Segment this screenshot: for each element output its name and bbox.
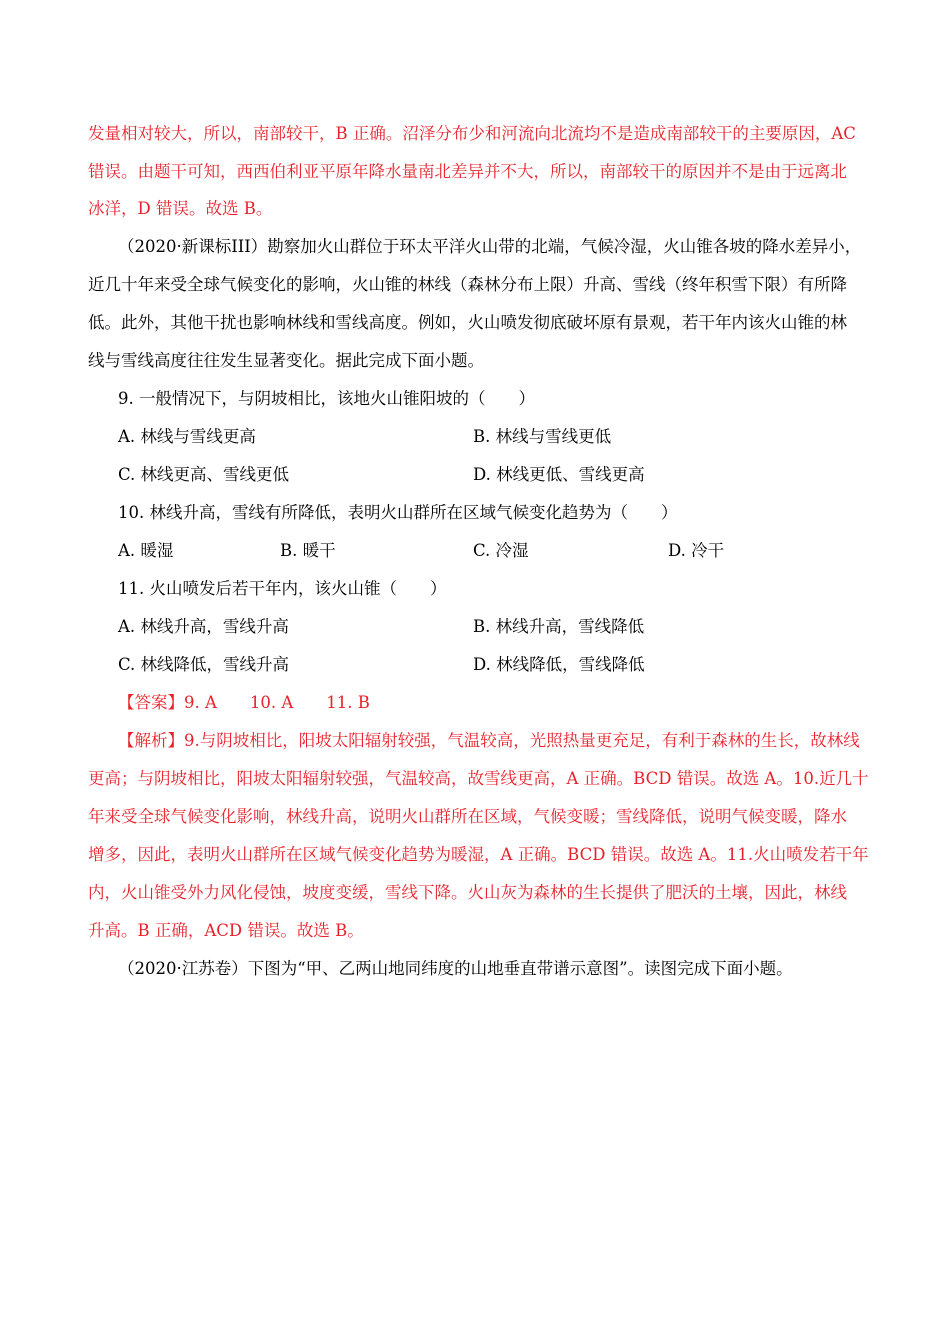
question-11-stem: 11. 火山喷发后若干年内，该火山锥（ ） bbox=[118, 579, 447, 598]
analysis-line: 年来受全球气候变化影响，林线升高，说明火山群所在区域，气候变暖；雪线降低，说明气候变暖，降水 bbox=[88, 807, 847, 826]
analysis-line: 升高。B 正确，ACD 错误。故选 B。 bbox=[88, 921, 364, 940]
question-11-option-a: A. 林线升高，雪线升高 bbox=[118, 617, 289, 636]
question-10-option-b: B. 暖干 bbox=[280, 541, 336, 560]
analysis-line: 内，火山锥受外力风化侵蚀，坡度变缓，雪线下降。火山灰为森林的生长提供了肥沃的土壤，因此，林线 bbox=[88, 883, 847, 902]
question-10-stem: 10. 林线升高，雪线有所降低，表明火山群所在区域气候变化趋势为（ ） bbox=[118, 503, 678, 522]
question-9-option-b: B. 林线与雪线更低 bbox=[473, 427, 612, 446]
question-10-option-d: D. 冷干 bbox=[668, 541, 725, 560]
question-10-option-a: A. 暖湿 bbox=[118, 541, 174, 560]
explanation-line: 冰洋，D 错误。故选 B。 bbox=[88, 199, 273, 218]
passage-line: 近几十年来受全球气候变化的影响，火山锥的林线（森林分布上限）升高、雪线（终年积雪下限）有所降 bbox=[88, 275, 847, 294]
analysis-line: 【解析】9.与阴坡相比，阳坡太阳辐射较强，气温较高，光照热量更充足，有利于森林的生长，故林线 bbox=[118, 731, 860, 750]
question-11-option-c: C. 林线降低，雪线升高 bbox=[118, 655, 290, 674]
explanation-line: 发量相对较大，所以，南部较干，B 正确。沼泽分布少和河流向北流均不是造成南部较干的主要原因，AC bbox=[88, 124, 856, 143]
analysis-line: 增多，因此，表明火山群所在区域气候变化趋势为暖湿，A 正确。BCD 错误。故选 A。11.火山喷发若干年 bbox=[88, 845, 869, 864]
passage-line: 线与雪线高度往往发生显著变化。据此完成下面小题。 bbox=[88, 351, 484, 370]
passage-line: （2020·新课标III）勘察加火山群位于环太平洋火山带的北端，气候冷湿，火山锥各坡的降水差异小， bbox=[118, 237, 862, 256]
question-9-stem: 9. 一般情况下，与阴坡相比，该地火山锥阳坡的（ ） bbox=[118, 389, 535, 408]
answer-key: 【答案】9. A 10. A 11. B bbox=[118, 693, 370, 712]
question-11-option-b: B. 林线升高，雪线降低 bbox=[473, 617, 645, 636]
explanation-line: 错误。由题干可知，西西伯利亚平原年降水量南北差异并不大，所以，南部较干的原因并不是由于远离北 bbox=[88, 162, 847, 181]
question-9-option-a: A. 林线与雪线更高 bbox=[118, 427, 256, 446]
question-9-option-c: C. 林线更高、雪线更低 bbox=[118, 465, 290, 484]
question-9-option-d: D. 林线更低、雪线更高 bbox=[473, 465, 645, 484]
next-passage: （2020·江苏卷）下图为“甲、乙两山地同纬度的山地垂直带谱示意图”。读图完成下面小题。 bbox=[118, 959, 793, 978]
analysis-line: 更高；与阴坡相比，阳坡太阳辐射较强，气温较高，故雪线更高，A 正确。BCD 错误。故选 A。10.近几十 bbox=[88, 769, 869, 788]
question-11-option-d: D. 林线降低，雪线降低 bbox=[473, 655, 645, 674]
question-10-option-c: C. 冷湿 bbox=[473, 541, 529, 560]
passage-line: 低。此外，其他干扰也影响林线和雪线高度。例如，火山喷发彻底破坏原有景观，若干年内该火山锥的林 bbox=[88, 313, 847, 332]
